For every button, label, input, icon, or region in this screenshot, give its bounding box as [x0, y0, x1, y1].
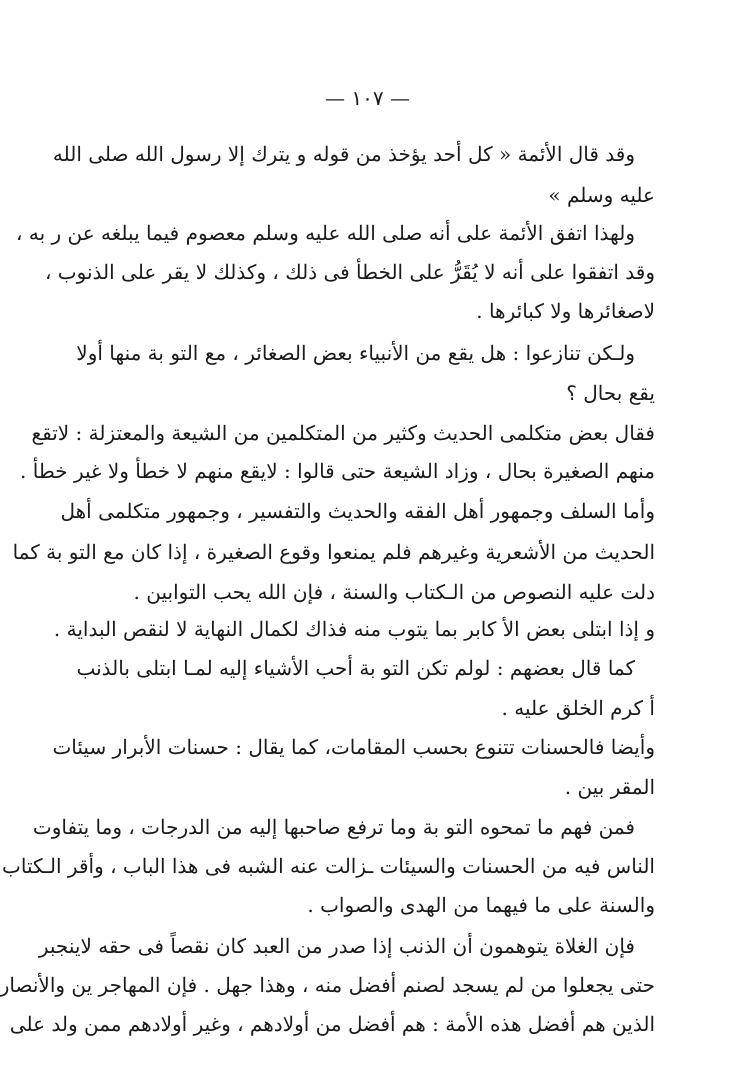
text-line: وقد اتفقوا على أنه لا يُقَرُّ على الخطأ فى ذلك ، وكذلك لا يقر على الذنوب ، [44, 260, 655, 284]
text-line: أ كرم الخلق عليه . [501, 696, 655, 720]
text-line: عليه وسلم » [548, 183, 655, 207]
text-line: المقر بين . [564, 775, 655, 799]
text-line: الذين هم أفضل هذه الأمة : هم أفضل من أولادهم ، وغير أولادهم ممن ولد على [9, 1012, 655, 1036]
text-line: وقد قال الأئمة « كل أحد يؤخذ من قوله و يترك إلا رسول الله صلى الله [52, 142, 635, 166]
page-number: — ١٠٧ — [325, 86, 410, 110]
text-line: والسنة على ما فيهما من الهدى والصواب . [307, 893, 655, 917]
text-line: وأيضا فالحسنات تتنوع بحسب المقامات، كما يقال : حسنات الأبرار سيئات [52, 735, 655, 759]
text-line: الحديث من الأشعرية وغيرهم فلم يمنعوا وقوع الصغيرة ، إذا كان مع التو بة كما [12, 540, 655, 564]
text-line: دلت عليه النصوص من الـكتاب والسنة ، فإن الله يحب التوابين . [133, 580, 655, 604]
text-line: منهم الصغيرة بحال ، وزاد الشيعة حتى قالوا : لايقع منهم لا خطأ ولا غير خطأ . [20, 459, 655, 483]
text-line: فإن الغلاة يتوهمون أن الذنب إذا صدر من العبد كان نقصاً فى حقه لاينجبر [38, 934, 635, 958]
text-line: ولـكن تنازعوا : هل يقع من الأنبياء بعض الصغائر ، مع التو بة منها أولا [76, 341, 635, 365]
text-line: و إذا ابتلى بعض الأ كابر بما يتوب منه فذاك لكمال النهاية لا لنقص البداية . [53, 617, 655, 641]
text-line: يقع بحال ؟ [566, 381, 655, 405]
text-line: الناس فيه من الحسنات والسيئات ـزالت عنه الشبه فى هذا الباب ، وأقر الـكتاب [2, 854, 655, 878]
text-line: فمن فهم ما تمحوه التو بة وما ترفع صاحبها إليه من الدرجات ، وما يتفاوت [32, 815, 635, 839]
text-line: لاصغائرها ولا كبائرها . [476, 299, 655, 323]
text-line: حتى يجعلوا من لم يسجد لصنم أفضل منه ، وهذا جهل . فإن المهاجر ين والأنصار [0, 973, 655, 997]
text-line: كما قال بعضهم : لولم تكن التو بة أحب الأشياء إليه لمـا ابتلى بالذنب [76, 656, 635, 680]
text-line: ولهذا اتفق الأئمة على أنه صلى الله عليه وسلم معصوم فيما يبلغه عن ر به ، [16, 221, 635, 245]
text-line: فقال بعض متكلمى الحديث وكثير من المتكلمين من الشيعة والمعتزلة : لاتقع [31, 421, 655, 445]
text-line: وأما السلف وجمهور أهل الفقه والحديث والتفسير ، وجمهور متكلمى أهل [60, 499, 655, 523]
